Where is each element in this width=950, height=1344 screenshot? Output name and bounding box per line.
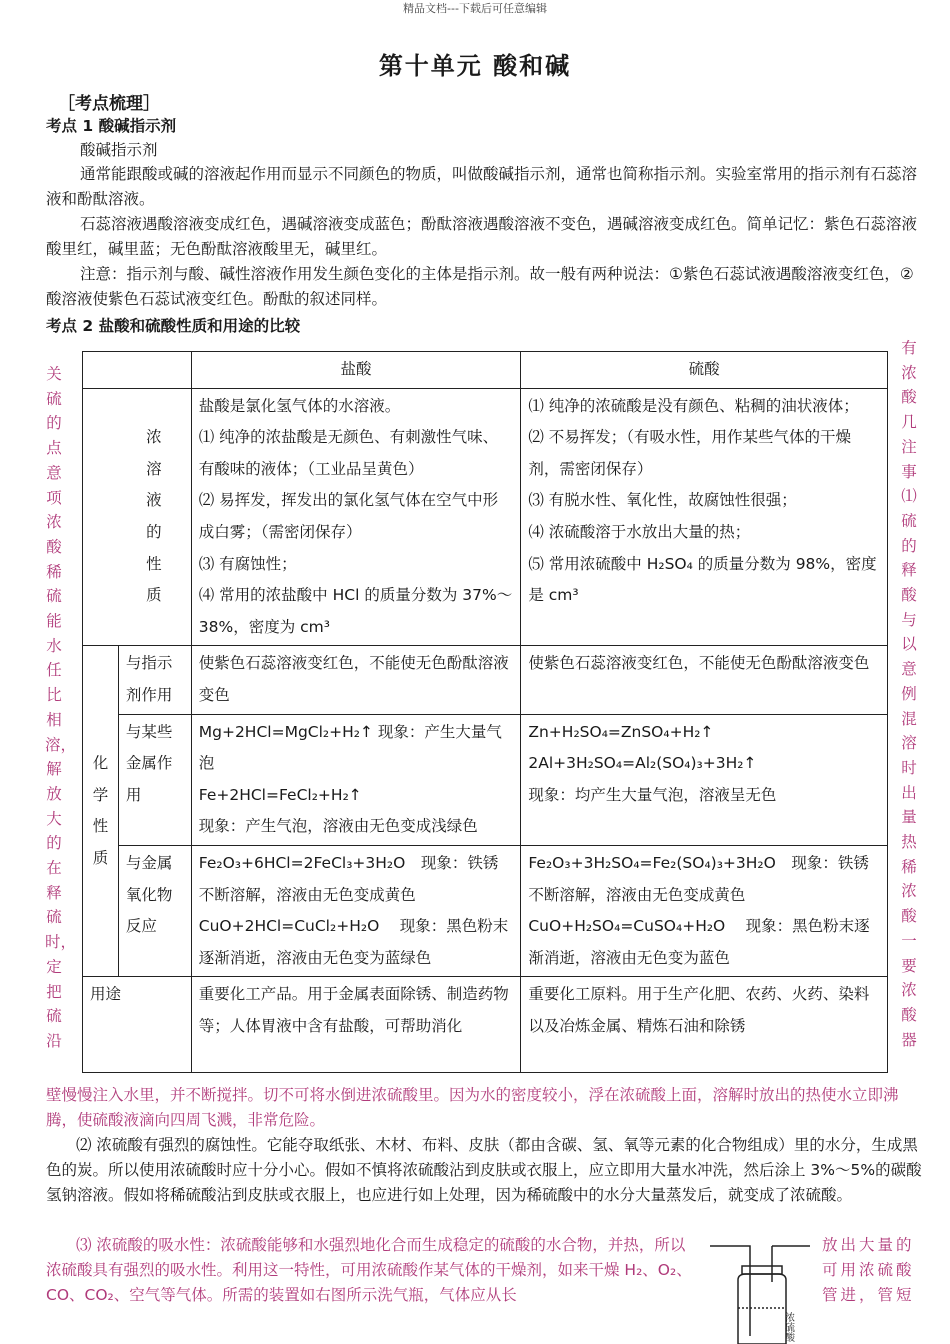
- row-label-conc: 浓溶液的性质: [83, 388, 192, 646]
- sub-metal: 与某些金属作用: [118, 714, 191, 845]
- comparison-table: [82, 351, 888, 1073]
- row-label-chem: 化学性质: [83, 646, 119, 977]
- conc-hcl-cell: 盐酸是氯化氢气体的水溶液。 ⑴ 纯净的浓盐酸是无颜色、有刺激性气味、有酸味的液体；（工业品呈黄色） ⑵ 易挥发，挥发出的氯化氢气体在空气中形成白雾；（需密闭保存） ⑶ 有腐蚀性； ⑷ 常用的浓盐酸中 HCl 的质量分数为 37%～38%，密度为 cm³: [191, 388, 521, 646]
- hygroscopic-para-right: 放出大量的可用浓硫酸管进，管短: [822, 1236, 915, 1304]
- use-hcl: 重要化工产品。用于金属表面除锈、制造药物等；人体胃液中含有盐酸，可帮助消化: [191, 977, 521, 1073]
- right-margin-text: 有浓酸几注事⑴硫的释酸与以意例混溶时出量热稀浓酸一要浓酸器: [901, 339, 917, 1049]
- kp1-title: 考点 1 酸碱指示剂: [46, 117, 177, 135]
- oxide-hcl: Fe₂O₃+6HCl=2FeCl₃+3H₂O 现象：铁锈不断溶解，溶液由无色变成黄色 CuO+2HCl=CuCl₂+H₂O 现象：黑色粉末逐渐消逝，溶液由无色变为蓝绿色: [191, 845, 521, 976]
- row-label-use: 用途: [83, 977, 192, 1073]
- sub-oxide: 与金属氧化物反应: [118, 845, 191, 976]
- left-margin-text: 关硫的点意项浓酸稀硫能水任比相溶，解放大的在释硫时，定把硫沿: [45, 365, 77, 1050]
- page-header: 精品文档---下载后可任意编辑: [403, 2, 547, 15]
- indicator-h2so4: 使紫色石蕊溶液变红色，不能使无色酚酞溶液变色: [521, 646, 888, 714]
- conc-h2so4-cell: ⑴ 纯净的浓硫酸是没有颜色、粘稠的油状液体； ⑵ 不易挥发；（有吸水性，用作某些气体的干燥剂，需密闭保存） ⑶ 有脱水性、氧化性，故腐蚀性很强； ⑷ 浓硫酸溶于水放出大量的热； ⑸ 常用浓硫酸中 H₂SO₄ 的质量分数为 98%，密度是 cm³: [521, 388, 888, 646]
- kp1-para2: 石蕊溶液遇酸溶液变成红色，遇碱溶液变成蓝色；酚酞溶液遇酸溶液不变色，遇碱溶液变成红色。简单记忆：紫色石蕊溶液酸里红，碱里蓝；无色酚酞溶液酸里无，碱里红。: [46, 215, 918, 258]
- col-header-hcl: 盐酸: [191, 352, 521, 389]
- indicator-hcl: 使紫色石蕊溶液变红色，不能使无色酚酞溶液变色: [191, 646, 521, 714]
- page-title: 第十单元 酸和碱: [378, 51, 572, 80]
- hygroscopic-para: ⑶ 浓硫酸的吸水性：浓硫酸能够和水强烈地化合而生成稳定的硫酸的水合物，并热，所以浓硫酸具有强烈的吸水性。利用这一特性，可用浓硫酸作某气体的干燥剂，如来干燥 H₂、O₂、CO、CO₂、空气等气体。所需的装置如右图所示洗气瓶，气体应从长: [46, 1236, 692, 1304]
- kp1-subtitle: 酸碱指示剂: [80, 141, 158, 159]
- metal-hcl: Mg+2HCl=MgCl₂+H₂↑ 现象：产生大量气泡 Fe+2HCl=FeCl₂+H₂↑ 现象：产生气泡，溶液由无色变成浅绿色: [191, 714, 521, 845]
- kp1-para1: 通常能跟酸或碱的溶液起作用而显示不同颜色的物质，叫做酸碱指示剂，通常也简称指示剂。实验室常用的指示剂有石蕊溶液和酚酞溶液。: [46, 165, 918, 208]
- table-corner: [83, 352, 192, 389]
- col-header-h2so4: 硫酸: [521, 352, 888, 389]
- metal-h2so4: Zn+H₂SO₄=ZnSO₄+H₂↑ 2Al+3H₂SO₄=Al₂(SO₄)₃+3H₂↑ 现象：均产生大量气泡，溶液呈无色: [521, 714, 888, 845]
- sub-indicator: 与指示剂作用: [118, 646, 191, 714]
- use-h2so4: 重要化工原料。用于生产化肥、农药、火药、染料以及冶炼金属、精炼石油和除锈: [521, 977, 888, 1073]
- kp1-para3: 注意：指示剂与酸、碱性溶液作用发生颜色变化的主体是指示剂。故一般有两种说法：①紫色石蕊试液遇酸溶液变红色，②酸溶液使紫色石蕊试液变红色。酚酞的叙述同样。: [46, 265, 914, 308]
- oxide-h2so4: Fe₂O₃+3H₂SO₄=Fe₂(SO₄)₃+3H₂O 现象：铁锈不断溶解，溶液由无色变成黄色 CuO+H₂SO₄=CuSO₄+H₂O 现象：黑色粉末逐渐消逝，溶液由无色变为蓝色: [521, 845, 888, 976]
- kp2-title: 考点 2 盐酸和硫酸性质和用途的比较: [46, 317, 301, 335]
- corrosive-para: ⑵ 浓硫酸有强烈的腐蚀性。它能夺取纸张、木材、布料、皮肤（都由含碳、氢、氧等元素的化合物组成）里的水分，生成黑色的炭。所以使用浓硫酸时应十分小心。假如不慎将浓硫酸沾到皮肤或衣服上，应立即用大量水冲洗，然后涂上 3%～5%的碳酸氢钠溶液。假如将稀硫酸沾到皮肤或衣服上，也应进行如上处理，因为稀硫酸中的水分大量蒸发后，就变成了浓硫酸。: [46, 1136, 922, 1204]
- gas-washing-bottle-icon: [708, 1236, 813, 1344]
- bottle-label: 浓硫酸: [782, 1312, 794, 1342]
- dilution-continued: 壁慢慢注入水里，并不断搅拌。切不可将水倒进浓硫酸里。因为水的密度较小，浮在浓硫酸上面，溶解时放出的热使水立即沸腾，使硫酸液滴向四周飞溅，非常危险。: [46, 1086, 899, 1129]
- section-heading: ［考点梳理］: [58, 94, 160, 114]
